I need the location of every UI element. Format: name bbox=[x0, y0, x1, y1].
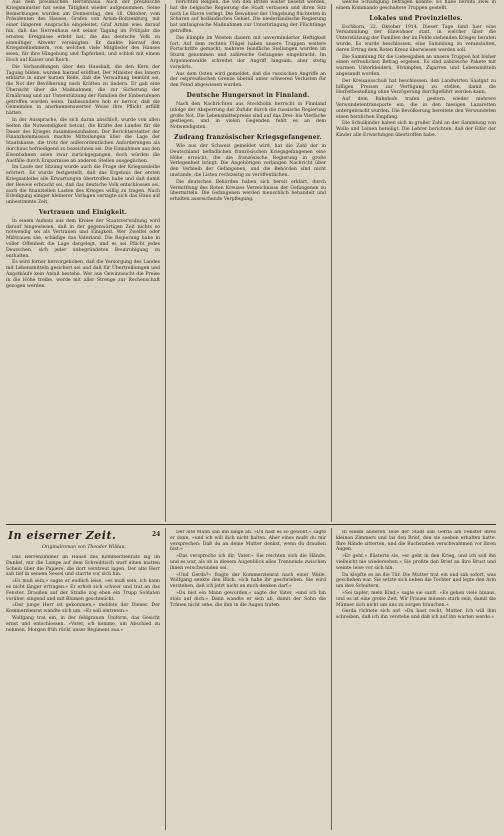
article-paragraph: berichten Belgien, die von den Briten weiter besetzt werden, hat die belgische Regierung die Stadt verlassen und ihren Sitz nach Le Havre verlegt. Die Bewohner der Umgebung flüchteten in Scharen auf holländisches Gebiet. Die niederländische Regierung hat umfangreiche Maßnahmen zur Unterbringung der Flüchtlinge getroffen. bbox=[170, 0, 326, 34]
article-paragraph: Aus dem Osten wird gemeldet, daß die russischen Angriffe an der ostpreußischen Grenze überall unter schweren Verlusten für den Feind abgewiesen wurden. bbox=[170, 71, 326, 89]
novel-paragraph: In einem anderen Teile der Stadt saß Gerda am Fenster ihres kleinen Zimmers und las den Brief, den sie soeben erhalten hatte. Ihre Hände zitterten, und die Buchstaben verschwammen vor ihren Augen. bbox=[336, 530, 496, 553]
column-divider bbox=[165, 4, 166, 522]
section-separator bbox=[6, 524, 496, 525]
article-paragraph: Wie aus der Schweiz gemeldet wird, hat die Zahl der in Deutschland befindlichen französischen Kriegsgefangenen eine Höhe erreicht, die die französische Regierung in große Verlegenheit bringt. Die Angehörigen verlangen Nachricht über den Verbleib der Gefangenen, und die Behörden sind nicht imstande, die Listen rechtzeitig zu veröffentlichen. bbox=[170, 143, 326, 178]
article-paragraph: Die Verhandlungen über den Haushalt, die den Kern der Tagung bilden, wurden hierauf eröffnet. Der Minister des Innern erklärte in einer kurzen Rede, daß die Verwaltung bemüht sei, die Not der Bevölkerung nach Kräften zu lindern. Er gab eine Übersicht über die Maßnahmen, die zur Sicherung der Ernährung und zur Unterstützung der Familien der Einberufenen getroffen worden seien. Insbesondere hob er hervor, daß die Gemeinden in anerkennenswerter Weise ihre Pflicht erfüllt hätten. bbox=[6, 64, 160, 117]
section-heading: Zudrang französischer Kriegsgefangener. bbox=[174, 133, 322, 141]
article-paragraph: welche Schädigung befragen könnte. Es habe bereits zwei in einem Kommando geschaltete Truppen gestellt. bbox=[336, 0, 496, 11]
novel-paragraph: Da klopfte es an die Tür. Die Mutter trat ein und sah sofort, was geschehen war. Sie setzte sich neben die Tochter und legte den Arm um ihre Schultern. bbox=[336, 572, 496, 590]
article-paragraph: In einem Aufsatz aus dem Kreise der Staatsverwaltung wird darauf hingewiesen, daß in der gegenwärtigen Zeit nichts so notwendig sei als Vertrauen und Einigkeit. Wer Zweifel oder Mißtrauen säe, schädige das Vaterland. Die Regierung habe in voller Offenheit die Lage dargelegt, und es sei Pflicht jedes Deutschen, sich jeder unbegründeten Beunruhigung zu enthalten. bbox=[6, 218, 160, 259]
upper-column-1 bbox=[6, 0, 160, 522]
upper-column-2 bbox=[170, 0, 326, 522]
novel-paragraph: »Du bist ein Mann geworden,« sagte der Vater, »und ich bin stolz auf dich.« Dann wandte er sich ab, damit der Sohn die Tränen nicht sehe, die ihm in die Augen traten. bbox=[170, 590, 326, 608]
article-paragraph: Die deutschen Behörden haben sich bereit erklärt, durch Vermittlung des Roten Kreuzes Verzeichnisse der Gefangenen zu übermitteln. Die Gefangenen werden menschlich behandelt und erhalten ausreichende Verpflegung. bbox=[170, 179, 326, 203]
column-divider bbox=[331, 528, 332, 830]
article-paragraph: Auf dem Bahnhofe trafen gestern wieder mehrere Verwundetentransporte ein, die in den hiesigen Lazaretten untergebracht wurden. Die Bevölkerung bereitete den Verwundeten einen herzlichen Empfang. bbox=[336, 97, 496, 120]
serial-title: In eiserner Zeit. bbox=[8, 529, 117, 542]
serial-subtitle: Originalroman von Theodor Wildau. bbox=[42, 545, 126, 550]
article-paragraph: Die Schulkinder haben sich in großer Zahl an der Sammlung von Wolle und Leinen beteiligt. Die Lehrer berichten, daß der Eifer der Kinder alle Erwartungen übertroffen habe. bbox=[336, 121, 496, 138]
installment-number: 24 bbox=[152, 531, 161, 538]
article-paragraph: Die Sammlung für die Liebesgaben an unsere Truppen hat bisher einen erfreulichen Betrag ergeben. Es sind zahlreiche Pakete mit warmen Unterkleidern, Strümpfen, Zigarren und Lebensmitteln abgesandt worden. bbox=[336, 54, 496, 77]
novel-paragraph: Wolfgang trat ein, in der feldgrauen Uniform, das Gesicht ernst und entschlossen. »Vater, ich komme, um Abschied zu nehmen. Morgen früh rückt unser Regiment aus.« bbox=[6, 615, 160, 633]
novel-paragraph: Gerda richtete sich auf. »Du hast recht, Mutter. Ich will ihm schreiben, daß ich ihn verstehe und daß ich auf ihn warten werde.« bbox=[336, 609, 496, 621]
article-paragraph: Eschborn, 22. Oktober 1914. Dieser Tage fand hier eine Versammlung der Einwohner statt, in welcher über die Unterstützung der Familien der im Felde stehenden Krieger beraten wurde. Es wurde beschlossen, eine Sammlung zu veranstalten, deren Ertrag dem Roten Kreuz überwiesen werden soll. bbox=[336, 24, 496, 53]
column-divider bbox=[165, 528, 166, 830]
column-divider bbox=[331, 4, 332, 522]
article-paragraph: Nach den Nachrichten aus Stockholm herrscht in Finnland infolge der Absperrung der Zufuhr durch die russische Regierung große Not. Die Lebensmittelpreise sind auf das Drei- bis Vierfache gestiegen, und in vielen Gegenden fehlt es an dem Notwendigsten. bbox=[170, 101, 326, 131]
novel-paragraph: Das Herrenzimmer im Hause des Kommerzienrats lag im Dunkel, nur die Lampe auf dem Schreibtisch warf einen matten Schein über die Papiere, die dort verstreut lagen. Der alte Herr saß tief in seinem Sessel und starrte vor sich hin. bbox=[6, 555, 160, 578]
lower-column-1 bbox=[6, 555, 160, 831]
article-paragraph: In der Aussprache, die sich daran anschloß, wurde von allen Seiten die Notwendigkeit betont, die Kräfte des Landes für die Dauer des Krieges zusammenzuhalten. Der Berichterstatter der Finanzkommission machte Mitteilungen über die Lage der Staatskasse, die trotz der außerordentlichen Anforderungen als durchaus befriedigend zu bezeichnen sei. Die Einnahmen aus den Eisenbahnen seien zwar zurückgegangen, doch würden die Ausfälle durch Ersparnisse an anderen Stellen ausgeglichen. bbox=[6, 117, 160, 164]
novel-paragraph: Der alte Mann sah ihn lange an. »Du hast es so gewollt,« sagte er dann, »und ich will dich nicht halten. Aber eines mußt du mir versprechen: Daß du an deine Mutter denkst, wenn du draußen bist.« bbox=[170, 530, 326, 553]
novel-paragraph: »Er geht,« flüsterte sie, »er geht in den Krieg, und ich soll ihn vielleicht nie wiedersehen.« Sie preßte den Brief an ihre Brust und weinte leise vor sich hin. bbox=[336, 554, 496, 571]
section-heading: Lokales und Provinzielles. bbox=[369, 14, 463, 22]
article-paragraph: Es wird ferner hervorgehoben, daß die Versorgung des Landes mit Lebensmitteln gesichert sei und daß für Übertreibungen und Angstkäufe kein Anlaß bestehe. Wer aus Gewinnsucht die Preise in die Höhe treibe, werde mit aller Strenge zur Rechenschaft gezogen werden. bbox=[6, 260, 160, 289]
lower-column-2 bbox=[170, 530, 326, 830]
section-heading: Deutsche Hungersnot in Finnland. bbox=[186, 91, 310, 99]
article-paragraph: Der Kreisausschuß hat beschlossen, den Landwirten Saatgut zu billigen Preisen zur Verfügung zu stellen, damit die Herbstbestellung ohne Verzögerung durchgeführt werden kann. bbox=[336, 78, 496, 96]
section-heading: Vertrauen und Einigkeit. bbox=[38, 208, 128, 216]
novel-paragraph: »Das verspreche ich dir, Vater.« Sie reichten sich die Hände, und es war, als ob in diesem Augenblick alles Trennende zwischen ihnen verschwunden sei. bbox=[170, 554, 326, 571]
novel-paragraph: »Der junge Herr ist gekommen,« meldete der Diener. Der Kommerzienrat wandte sich um. »Er soll eintreten.« bbox=[6, 603, 160, 615]
lower-column-3 bbox=[336, 530, 496, 830]
article-paragraph: Im Laufe der Sitzung wurde auch die Frage der Kriegsanleihe erörtert. Es wurde festgestellt, daß das Ergebnis der ersten Kriegsanleihe alle Erwartungen übertroffen habe und daß damit der Beweis erbracht sei, daß das deutsche Volk entschlossen sei, auch die finanziellen Lasten des Krieges willig zu tragen. Nach Erledigung einiger kleinerer Vorlagen vertagte sich das Haus auf unbestimmte Zeit. bbox=[6, 165, 160, 206]
article-paragraph: Die Kämpfe im Westen dauern mit unverminderter Heftigkeit fort. Auf dem rechten Flügel haben unsere Truppen weitere Fortschritte gemacht; mehrere feindliche Stellungen wurden im Sturm genommen und zahlreiche Gefangene eingebracht. Im Argonnenwalde schreitet der Angriff langsam, aber stetig vorwärts. bbox=[170, 35, 326, 70]
novel-paragraph: »Es muß sein,« sagte er endlich leise, »es muß sein, ich kann es nicht länger ertragen.« Er erhob sich schwer und trat an das Fenster. Draußen auf der Straße zog eben ein Trupp Soldaten vorüber, singend und mit Blumen geschmückt. bbox=[6, 579, 160, 602]
novel-paragraph: »Und Gerda?« fragte der Kommerzienrat nach einer Weile. Wolfgang senkte den Blick. »Ich habe ihr geschrieben. Sie wird verstehen, daß ich jetzt nicht an mich denken darf.« bbox=[170, 572, 326, 590]
article-paragraph: Aus dem preußischen Herrenhaus. Auch der preußische Kriegsminister hat seine Tätigkeit wieder aufgenommen. Seine Bemerkungen wurden am Donnerstag, den 16. Oktober, vom Präsidenten des Hauses, Grafen von Arnim-Boitzenburg, mit einer längeren Ansprache eingeleitet. Graf Arnim wies darauf hin, daß das Herrenhaus seit seiner Tagung im Frühjahr die ernsten Ereignisse erlebt hat, die das deutsche Volk zu einmütiger Abwehr vereinigten. Er dankte hierauf den Kriegsteilnehmern, von welchen viele Mitglieder des Hauses seien, für ihre Hingebung und Tapferkeit, und schloß mit einem Hoch auf Kaiser und Reich. bbox=[6, 0, 160, 63]
upper-column-3 bbox=[336, 0, 496, 522]
novel-paragraph: »Sei tapfer, mein Kind,« sagte sie sanft. »Es gehen viele hinaus, und es ist eine große Zeit. Wir Frauen müssen stark sein, damit die Männer sich nicht um uns zu sorgen brauchen.« bbox=[336, 590, 496, 608]
